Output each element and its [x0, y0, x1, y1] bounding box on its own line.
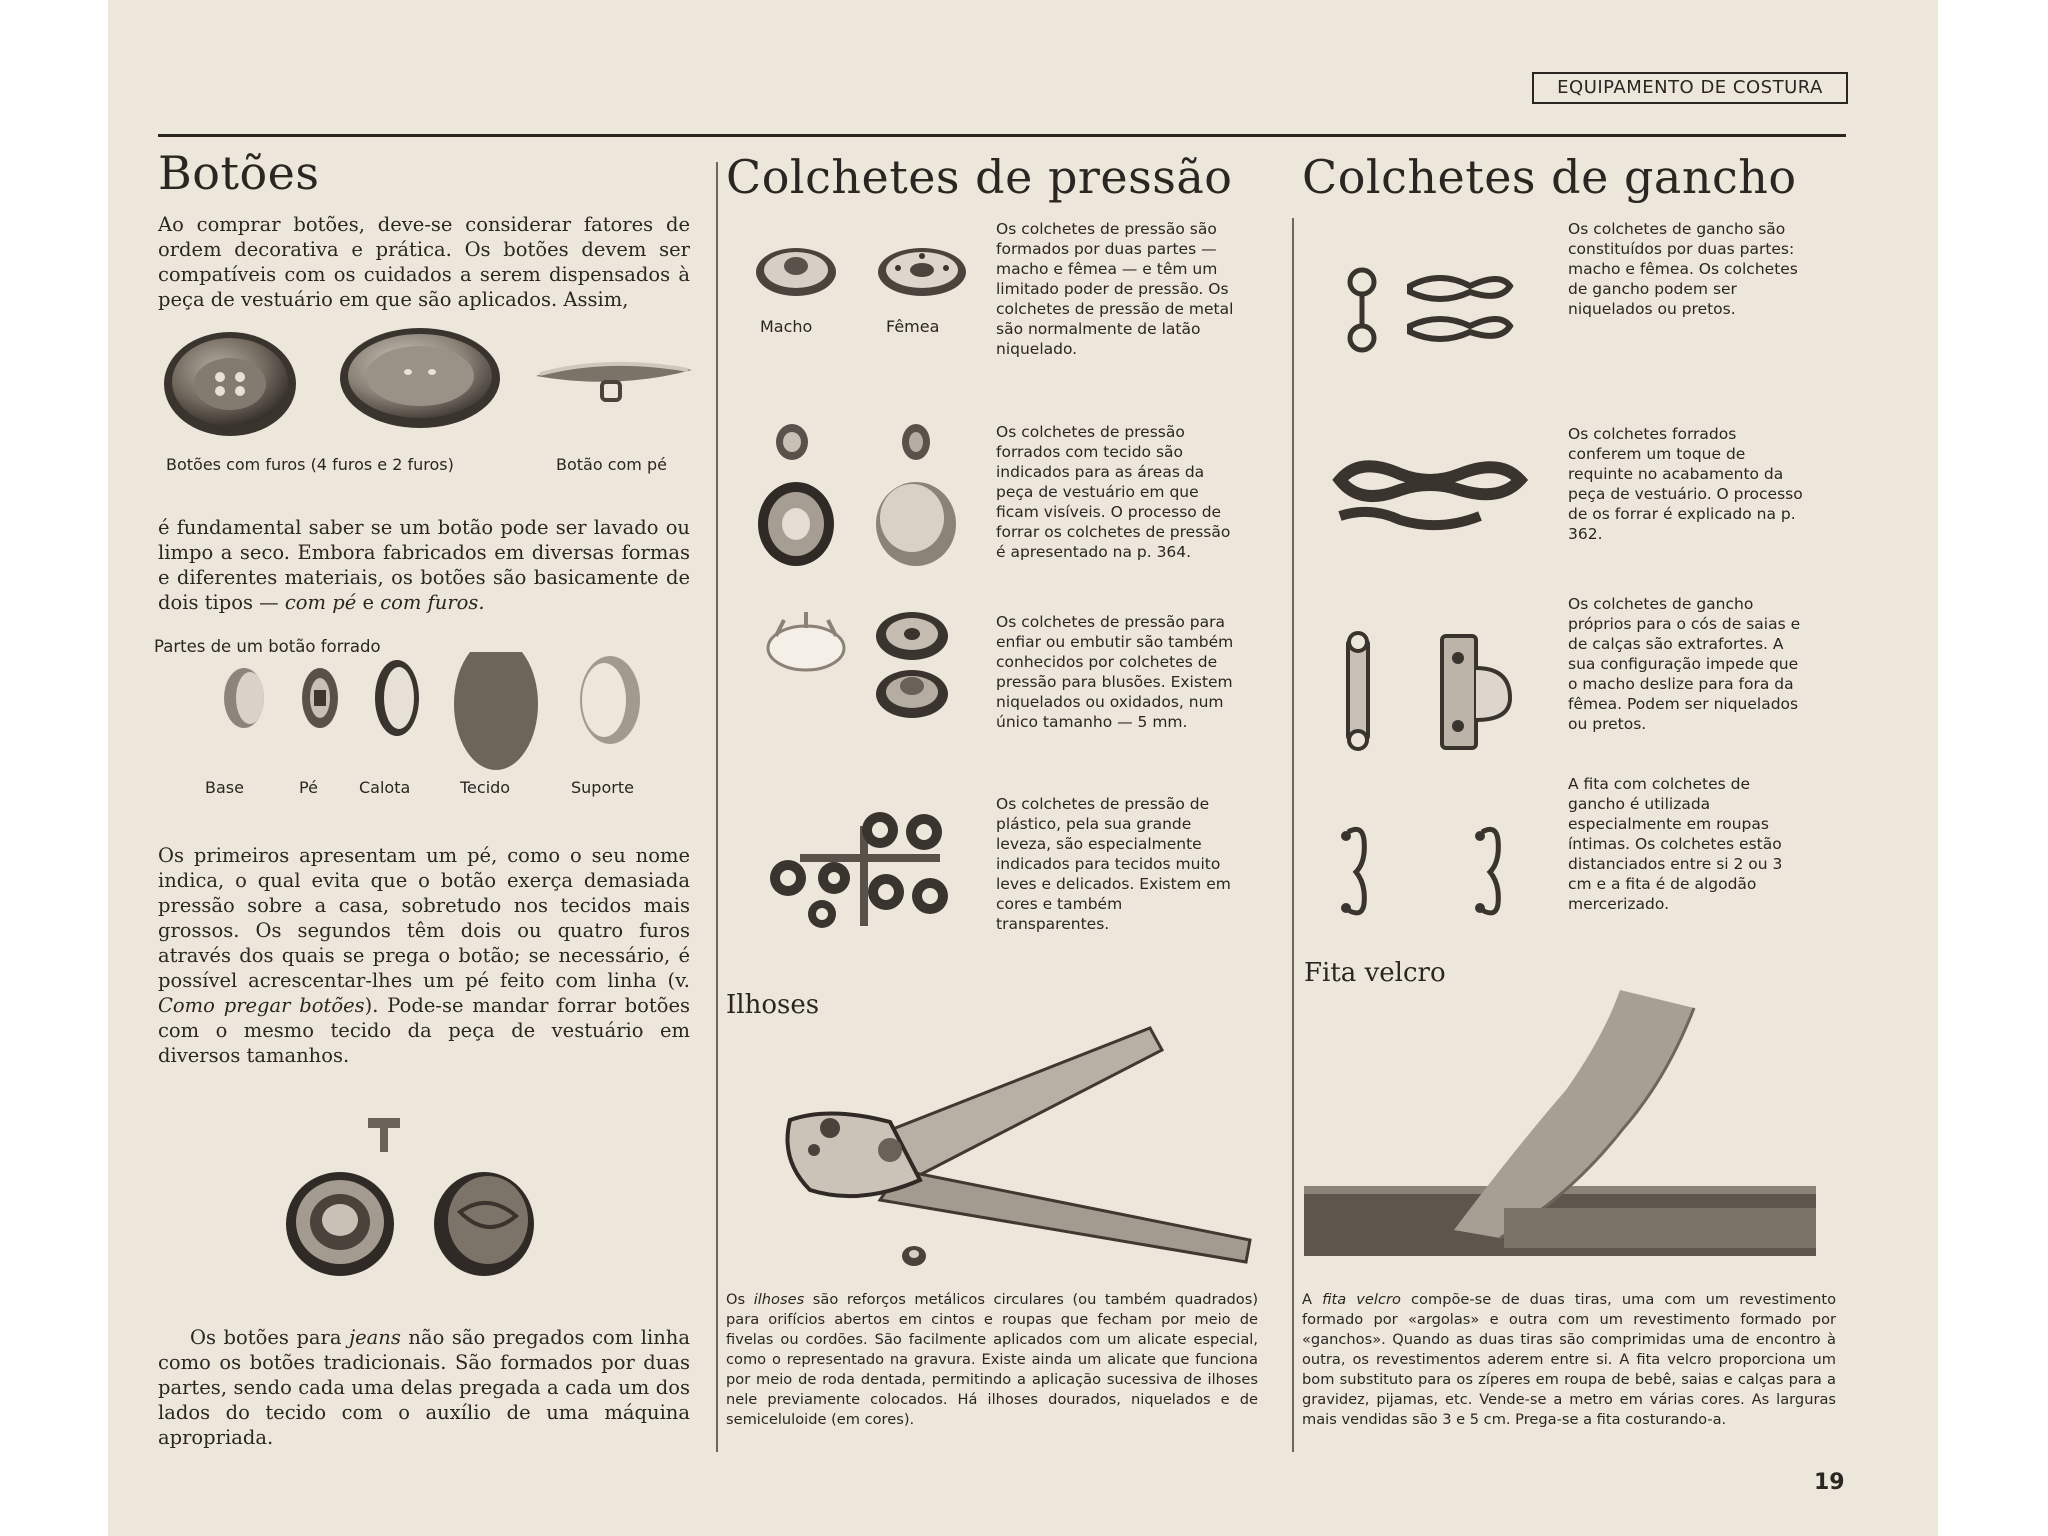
- part-label-base: Base: [205, 778, 244, 797]
- page-number: 19: [1814, 1470, 1845, 1495]
- fabric-covered-snaps-illustration: [756, 420, 966, 570]
- ilhoses-caption: Os ilhoses são reforços metálicos circulares (ou também quadrados) para orifícios abertos em cintos e roupas que fecham por meio de fivelas ou cordões. São facilmente aplicados com um alicate especial, como o representado na gravura. Existe ainda um alicate que funciona por meio de roda dentada, permitindo a aplicação sucessiva de ilhoses nele previamente colocados. Há ilhoses dourados, niquelados e de semiceluloide (em cores).: [726, 1291, 1259, 1428]
- jeans-paragraph: Os botões para jeans não são pregados com linha como os botões tradicionais. São formados por duas partes, sendo cada uma delas pregada a cada um dos lados do tecido com o auxílio de uma máquina apropriada.: [158, 1326, 690, 1449]
- section-label: EQUIPAMENTO DE COSTURA: [1532, 72, 1848, 104]
- velcro-tape-illustration: [1304, 990, 1824, 1270]
- caption-botoes-furos: Botões com furos (4 furos e 2 furos): [166, 455, 454, 474]
- label-femea: Fêmea: [886, 317, 940, 336]
- jeans-button-back-icon: [286, 1118, 400, 1276]
- botoes-intro: Ao comprar botões, deve-se considerar fatores de ordem decorativa e prática. Os botões devem ser compatíveis com os cuidados a serem dispensados à peça de vestuário em que são aplicados. Assim,: [158, 213, 690, 311]
- blouson-snap-cap-icon: [876, 612, 948, 660]
- column-divider-left: [716, 162, 718, 1452]
- gancho-title: Colchetes de gancho: [1302, 150, 1797, 204]
- covered-button-parts-illustration: [210, 652, 660, 782]
- blouson-snap-stud-icon: [876, 670, 948, 718]
- hook-and-eye-illustration: [1340, 262, 1520, 358]
- pressao-text-4: Os colchetes de pressão de plástico, pela sua grande leveza, são especialmente indicados para tecidos muito leves e delicados. Existem em cores e também transparentes.: [996, 795, 1231, 933]
- base-part-icon: [224, 668, 264, 728]
- velcro-caption: A fita velcro compõe-se de duas tiras, uma com um revestimento formado por «argolas» e outra com um revestimento formado por «ganchos». Quando as duas tiras são comprimidas uma de encontro à outra, os revestimentos aderem entre si. A fita velcro proporciona um bom substituto para os zíperes em roupa de bebê, saias e calças para a gravidez, pijamas, etc. Vende-se a metro em várias cores. As larguras mais vendidas são 3 e 5 cm. Prega-se a fita costurando-a.: [1302, 1291, 1837, 1428]
- two-hole-button-icon: [340, 328, 500, 428]
- botoes-paragraph-2: é fundamental saber se um botão pode ser lavado ou limpo a seco. Embora fabricados em diversas formas e diferentes materiais, os botões são basicamente de dois tipos — com pé e com furos.: [158, 516, 690, 614]
- blouson-snaps-illustration: [762, 606, 962, 726]
- parts-title: Partes de um botão forrado: [154, 637, 381, 656]
- plastic-snap-icon: [818, 862, 850, 894]
- caption-botao-pe: Botão com pé: [556, 455, 667, 474]
- pressao-text-2: Os colchetes de pressão forrados com tecido são indicados para as áreas da peça de vestuário em que ficam visíveis. O processo de forrar os colchetes de pressão é apresentado na p. 364.: [996, 423, 1231, 561]
- tape-hook-icon: [1341, 829, 1364, 913]
- skirt-hooks-illustration: [1330, 628, 1520, 754]
- header-rule: [158, 134, 1846, 137]
- plastic-snap-icon: [862, 812, 898, 848]
- ilhoses-title: Ilhoses: [726, 990, 820, 1020]
- covered-eye-icon: [1340, 512, 1480, 525]
- skirt-hook-bar-icon: [1348, 633, 1368, 749]
- botoes-title: Botões: [158, 146, 320, 200]
- skirt-hook-clasp-icon: [1442, 636, 1510, 748]
- plastic-snap-icon: [912, 878, 948, 914]
- covered-hooks-illustration: [1330, 450, 1530, 540]
- buttons-illustration: [156, 328, 701, 448]
- small-snap-icon: [902, 424, 930, 460]
- hook-icon: [1410, 278, 1510, 339]
- part-label-calota: Calota: [359, 778, 411, 797]
- jeans-buttons-illustration: [280, 1112, 580, 1282]
- part-label-tecido: Tecido: [460, 778, 511, 797]
- jeans-button-front-icon: [434, 1172, 534, 1276]
- tecido-part-icon: [454, 652, 538, 770]
- tape-eye-icon: [1475, 829, 1498, 913]
- shank-button-icon: [536, 362, 692, 400]
- botoes-paragraph-3: Os primeiros apresentam um pé, como o seu nome indica, o qual evita que o botão exerça demasiada pressão sobre a casa, sobretudo nos tecidos mais grossos. Os segundos têm dois ou quatro furos através dos quais se prega o botão; se necessário, é possível acrescentar-lhes um pé feito com linha (v. Como pregar botões). Pode-se mandar forrar botões com o mesmo tecido da peça de vestuário em diversos tamanhos.: [158, 844, 690, 1067]
- pe-part-icon: [302, 668, 338, 728]
- hook-tape-illustration: [1332, 822, 1522, 922]
- covered-snap-male-icon: [758, 482, 834, 566]
- snap-female-icon: [878, 248, 966, 296]
- gancho-text-1: Os colchetes de gancho são constituídos por duas partes: macho e fêmea. Os colchetes de gancho podem ser niquelados ou pretos.: [1568, 220, 1798, 318]
- eyelet-icon: [902, 1246, 926, 1266]
- covered-hook-icon: [1340, 466, 1520, 496]
- pressao-text-1: Os colchetes de pressão são formados por duas partes — macho e fêmea — e têm um limitado poder de pressão. Os colchetes de pressão de metal são normalmente de latão niquelado.: [996, 220, 1234, 358]
- calota-part-icon: [375, 660, 419, 736]
- four-hole-button-icon: [164, 332, 296, 436]
- eye-icon: [1350, 270, 1374, 350]
- pressao-title: Colchetes de pressão: [726, 150, 1233, 204]
- plastic-snaps-illustration: [760, 806, 970, 936]
- plastic-snap-icon: [770, 860, 806, 896]
- gancho-text-2: Os colchetes forrados conferem um toque de requinte no acabamento da peça de vestuário. O processo de os forrar é explicado na p. 362.: [1568, 425, 1803, 543]
- plastic-snap-icon: [808, 900, 836, 928]
- snap-pair-illustration: [752, 240, 972, 310]
- covered-snap-female-icon: [876, 482, 956, 566]
- plastic-snap-icon: [906, 814, 942, 850]
- velcro-title: Fita velcro: [1304, 958, 1446, 988]
- gancho-text-4: A fita com colchetes de gancho é utilizada especialmente em roupas íntimas. Os colchetes estão distanciados entre si 2 ou 3 cm e a fita é de algodão mercerizado.: [1568, 775, 1783, 913]
- small-snap-icon: [776, 424, 808, 460]
- eyelet-pliers-illustration: [770, 1010, 1270, 1280]
- snap-male-icon: [756, 248, 836, 296]
- part-label-suporte: Suporte: [571, 778, 634, 797]
- label-macho: Macho: [760, 317, 813, 336]
- part-label-pe: Pé: [299, 778, 318, 797]
- pressao-text-3: Os colchetes de pressão para enfiar ou embutir são também conhecidos por colchetes de pressão para blusões. Existem niquelados ou oxidados, num único tamanho — 5 mm.: [996, 613, 1234, 731]
- plastic-snap-icon: [868, 874, 904, 910]
- suporte-part-icon: [580, 656, 640, 744]
- prong-ring-icon: [768, 612, 844, 670]
- column-divider-right: [1292, 218, 1294, 1452]
- gancho-text-3: Os colchetes de gancho próprios para o cós de saias e de calças são extrafortes. A sua configuração impede que o macho deslize para fora da fêmea. Podem ser niquelados ou pretos.: [1568, 595, 1801, 733]
